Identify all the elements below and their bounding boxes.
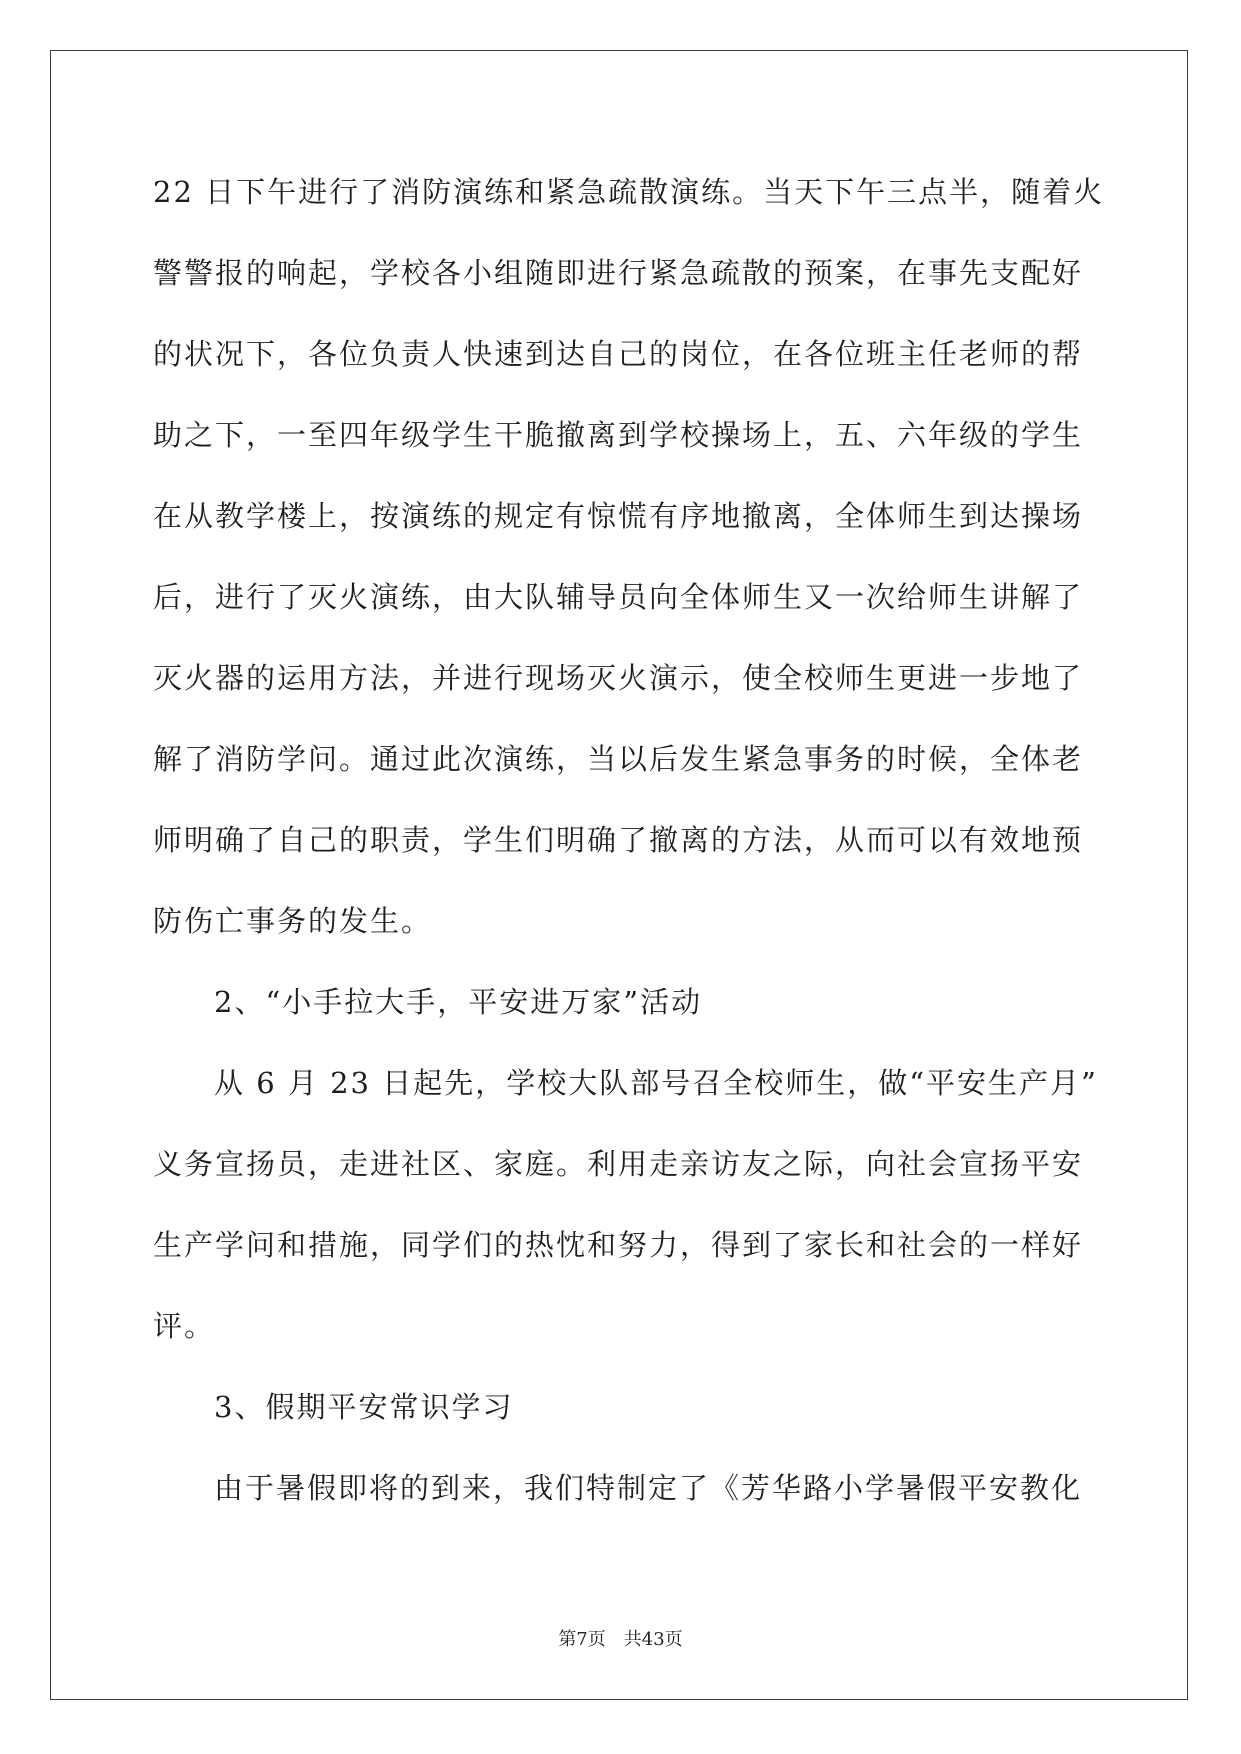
- page-footer: [0, 1628, 1241, 1652]
- text-line: 解了消防学问。通过此次演练，当以后发生紧急事务的时候，全体老: [153, 742, 1084, 776]
- section-heading: [153, 1367, 1153, 1448]
- text-line: 由于暑假即将的到来，我们特制定了《芳华路小学暑假平安教化: [214, 1471, 1083, 1505]
- paragraph: [153, 1448, 1153, 1529]
- text-line: 22 日下午进行了消防演练和紧急疏散演练。当天下午三点半，随着火: [153, 175, 1105, 209]
- document-body: [153, 152, 1153, 1529]
- text-line: 助之下，一至四年级学生干脆撤离到学校操场上，五、六年级的学生: [153, 418, 1084, 452]
- text-line: 在从教学楼上，按演练的规定有惊慌有序地撤离，全体师生到达操场: [153, 499, 1084, 533]
- total-pages: 共43页: [623, 1629, 683, 1650]
- paragraph: [153, 1043, 1153, 1367]
- text-line: 生产学问和措施，同学们的热忱和努力，得到了家长和社会的一样好: [153, 1228, 1084, 1262]
- text-line: 防伤亡事务的发生。: [153, 904, 433, 938]
- text-line: 后，进行了灭火演练，由大队辅导员向全体师生又一次给师生讲解了: [153, 580, 1084, 614]
- text-line: 警警报的响起，学校各小组随即进行紧急疏散的预案，在事先支配好: [153, 256, 1084, 290]
- text-line: 师明确了自己的职责，学生们明确了撤离的方法，从而可以有效地预: [153, 823, 1084, 857]
- text-line: 的状况下，各位负责人快速到达自己的岗位，在各位班主任老师的帮: [153, 337, 1084, 371]
- section-heading: [153, 962, 1153, 1043]
- section-heading-text: 3、假期平安常识学习: [214, 1390, 514, 1424]
- text-line: 义务宣扬员，走进社区、家庭。利用走亲访友之际，向社会宣扬平安: [153, 1147, 1084, 1181]
- text-line: 评。: [153, 1309, 216, 1343]
- text-line: 从 6 月 23 日起先，学校大队部号召全校师生，做“平安生产月”: [214, 1066, 1098, 1100]
- current-page-number: 第7页: [558, 1629, 606, 1650]
- paragraph: [153, 152, 1153, 962]
- section-heading-text: 2、“小手拉大手，平安进万家”活动: [214, 985, 703, 1019]
- text-line: 灭火器的运用方法，并进行现场灭火演示，使全校师生更进一步地了: [153, 661, 1084, 695]
